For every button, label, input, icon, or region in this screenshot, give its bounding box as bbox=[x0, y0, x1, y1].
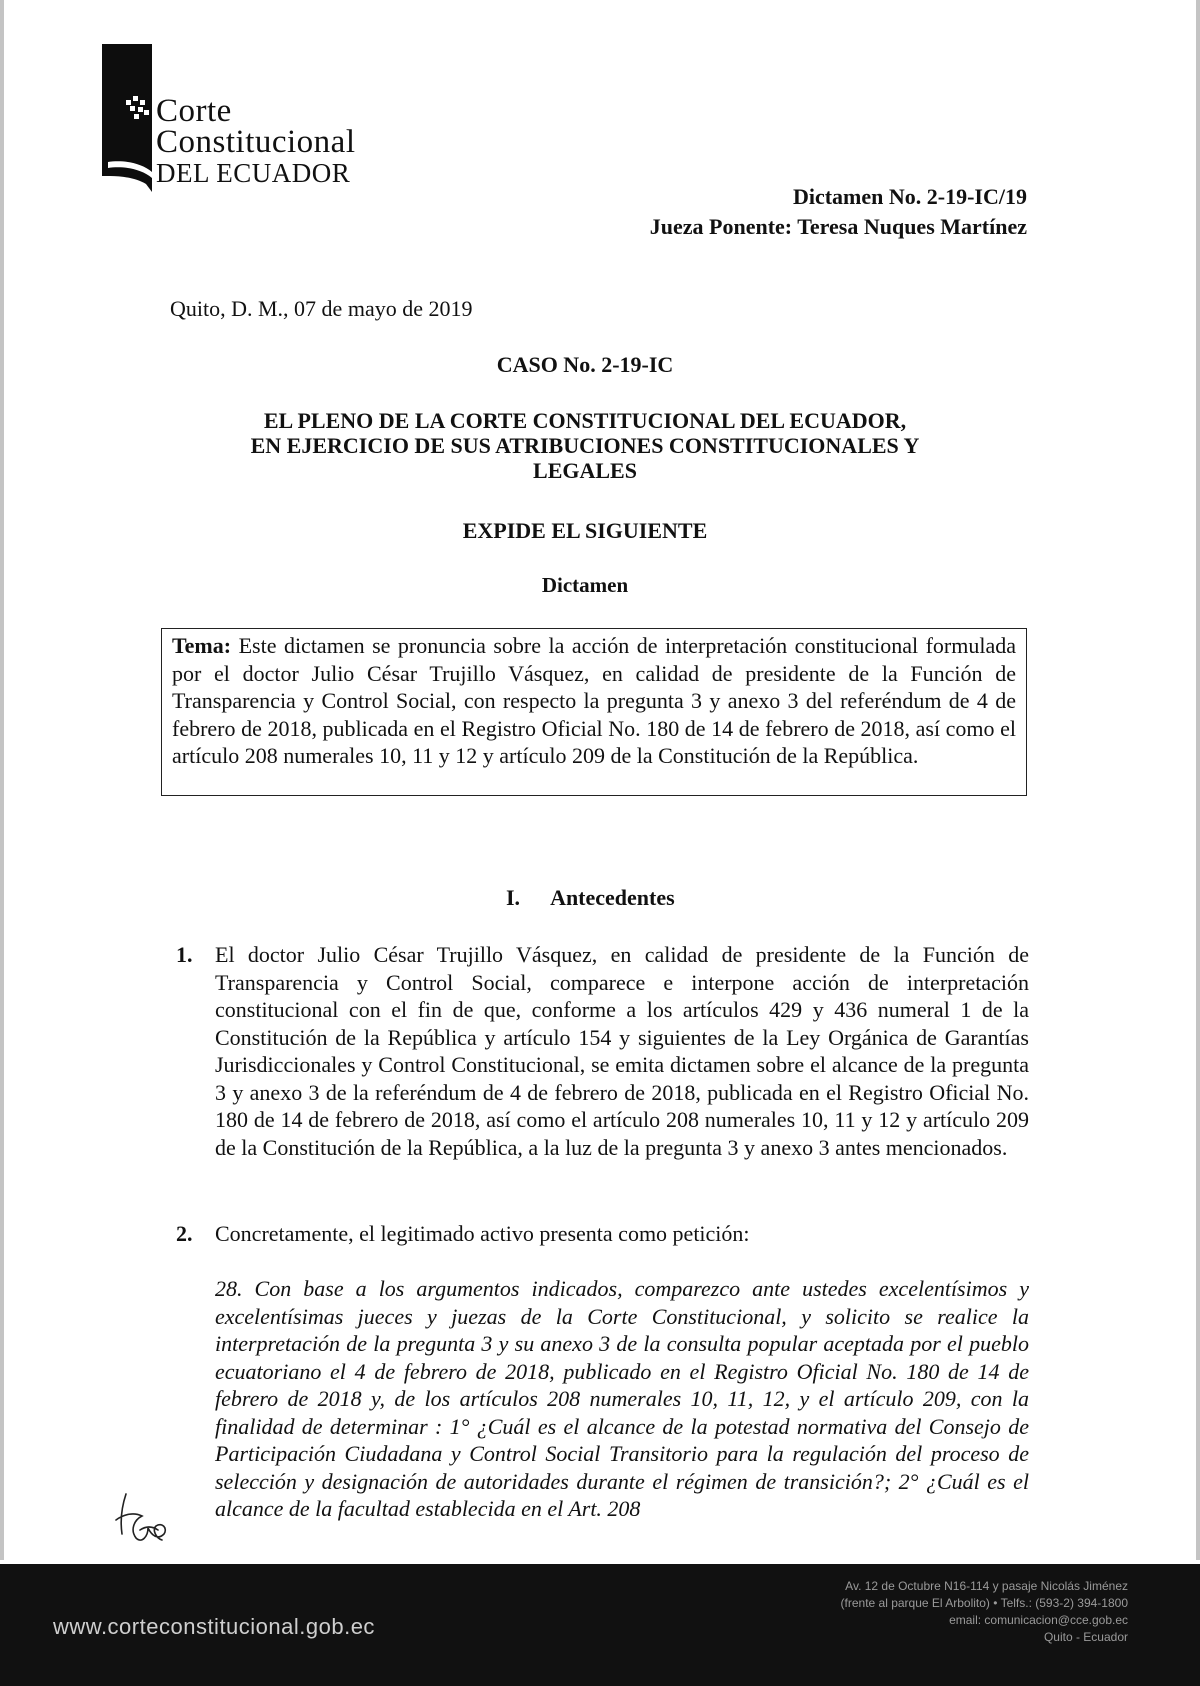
scan-edge-left bbox=[0, 0, 4, 1560]
pleno-line: EN EJERCICIO DE SUS ATRIBUCIONES CONSTITUCIONALES Y bbox=[250, 433, 920, 458]
court-emblem-icon bbox=[100, 44, 160, 194]
paragraph-number: 2. bbox=[176, 1221, 193, 1246]
case-number: CASO No. 2-19-IC bbox=[496, 352, 674, 377]
address-line: email: comunicacion@cce.gob.ec bbox=[949, 1613, 1128, 1627]
logo-line-2: Constitucional bbox=[156, 124, 356, 160]
paragraph-number: 1. bbox=[176, 942, 193, 967]
expide-heading: EXPIDE EL SIGUIENTE bbox=[462, 518, 708, 543]
document-date: Quito, D. M., 07 de mayo de 2019 bbox=[170, 296, 473, 321]
tema-box bbox=[161, 628, 1027, 796]
address-line: Quito - Ecuador bbox=[1043, 1630, 1128, 1644]
dictamen-number: Dictamen No. 2-19-IC/19 bbox=[792, 184, 1027, 209]
numbered-paragraph bbox=[176, 1220, 1029, 1248]
paragraph-text: Concretamente, el legitimado activo presenta como petición: bbox=[215, 1221, 750, 1246]
document-reference bbox=[650, 182, 1027, 242]
section-heading bbox=[506, 885, 675, 911]
footer-address bbox=[708, 1578, 1128, 1646]
pleno-heading bbox=[150, 408, 1020, 483]
paragraph-text: El doctor Julio César Trujillo Vásquez, en calidad de presidente de la Función de Transparencia y Control Social, comparece e interpone acción de interpretación constitucional con el fin de que, conforme a los artículos 429 y 436 numeral 1 de la Constitución de la República y artículo 154 y siguientes de la Ley Orgánica de Garantías Jurisdiccionales y Control Constitucional, se emita dictamen sobre el alcance de la pregunta 3 y anexo 3 de la referéndum de 4 de febrero de 2018, publicada en el Registro Oficial No. 180 de 14 de febrero de 2018, así como el artículo 208 numerales 10, 11 y 12 y artículo 209 de la Constitución de la República, a la luz de la pregunta 3 y anexo 3 antes mencionados. bbox=[215, 942, 1029, 1160]
quoted-petition: 28. Con base a los argumentos indicados, comparezco ante ustedes excelentísimos y excelentísimas jueces y juezas de la Corte Constitucional, y solicito se realice la interpretación de la pregunta 3 y su anexo 3 de la consulta popular aceptada por el pueblo ecuatoriano el 4 de febrero de 2018, publicado en el Registro Oficial No. 180 de 14 de febrero de 2018 y, de los artículos 208 numerales 10, 11, 12, y el artículo 209, con la finalidad de determinar : 1° ¿Cuál es el alcance de la potestad normativa del Consejo de Participación Ciudadana y Control Social Transitorio para la regulación del proceso de selección y designación de autoridades durante el régimen de transición?; 2° ¿Cuál es el alcance de la facultad establecida en el Art. 208 bbox=[215, 1276, 1029, 1521]
numbered-paragraph bbox=[176, 941, 1029, 1161]
address-line: (frente al parque El Arbolito) • Telfs.: (593-2) 394-1800 bbox=[840, 1596, 1128, 1610]
pleno-line: LEGALES bbox=[533, 458, 637, 483]
signature-initials-icon bbox=[112, 1490, 172, 1550]
section-number: I. bbox=[506, 885, 521, 910]
website-link[interactable]: www.corteconstitucional.gob.ec bbox=[53, 1614, 375, 1639]
pleno-line: EL PLENO DE LA CORTE CONSTITUCIONAL DEL ECUADOR, bbox=[263, 408, 907, 433]
page-footer bbox=[0, 1564, 1200, 1686]
tema-label: Tema: bbox=[172, 633, 232, 658]
logo-line-1: Corte bbox=[156, 93, 232, 129]
jueza-ponente: Jueza Ponente: Teresa Nuques Martínez bbox=[649, 214, 1027, 239]
dictamen-heading: Dictamen bbox=[541, 573, 629, 597]
address-line: Av. 12 de Octubre N16-114 y pasaje Nicolás Jiménez bbox=[845, 1579, 1128, 1593]
court-logo bbox=[100, 44, 430, 204]
logo-line-3: DEL ECUADOR bbox=[156, 158, 351, 188]
tema-text: Este dictamen se pronuncia sobre la acción de interpretación constitucional formulada por el doctor Julio César Trujillo Vásquez, en calidad de presidente de la Función de Transparencia y Control Social, con respecto la pregunta 3 y anexo 3 del referéndum de 4 de febrero de 2018, publicada en el Registro Oficial No. 180 de 14 de febrero de 2018, así como el artículo 208 numerales 10, 11 y 12 y artículo 209 de la Constitución de la República. bbox=[172, 633, 1016, 768]
scan-edge-right bbox=[1196, 0, 1200, 1560]
section-title: Antecedentes bbox=[550, 885, 675, 910]
